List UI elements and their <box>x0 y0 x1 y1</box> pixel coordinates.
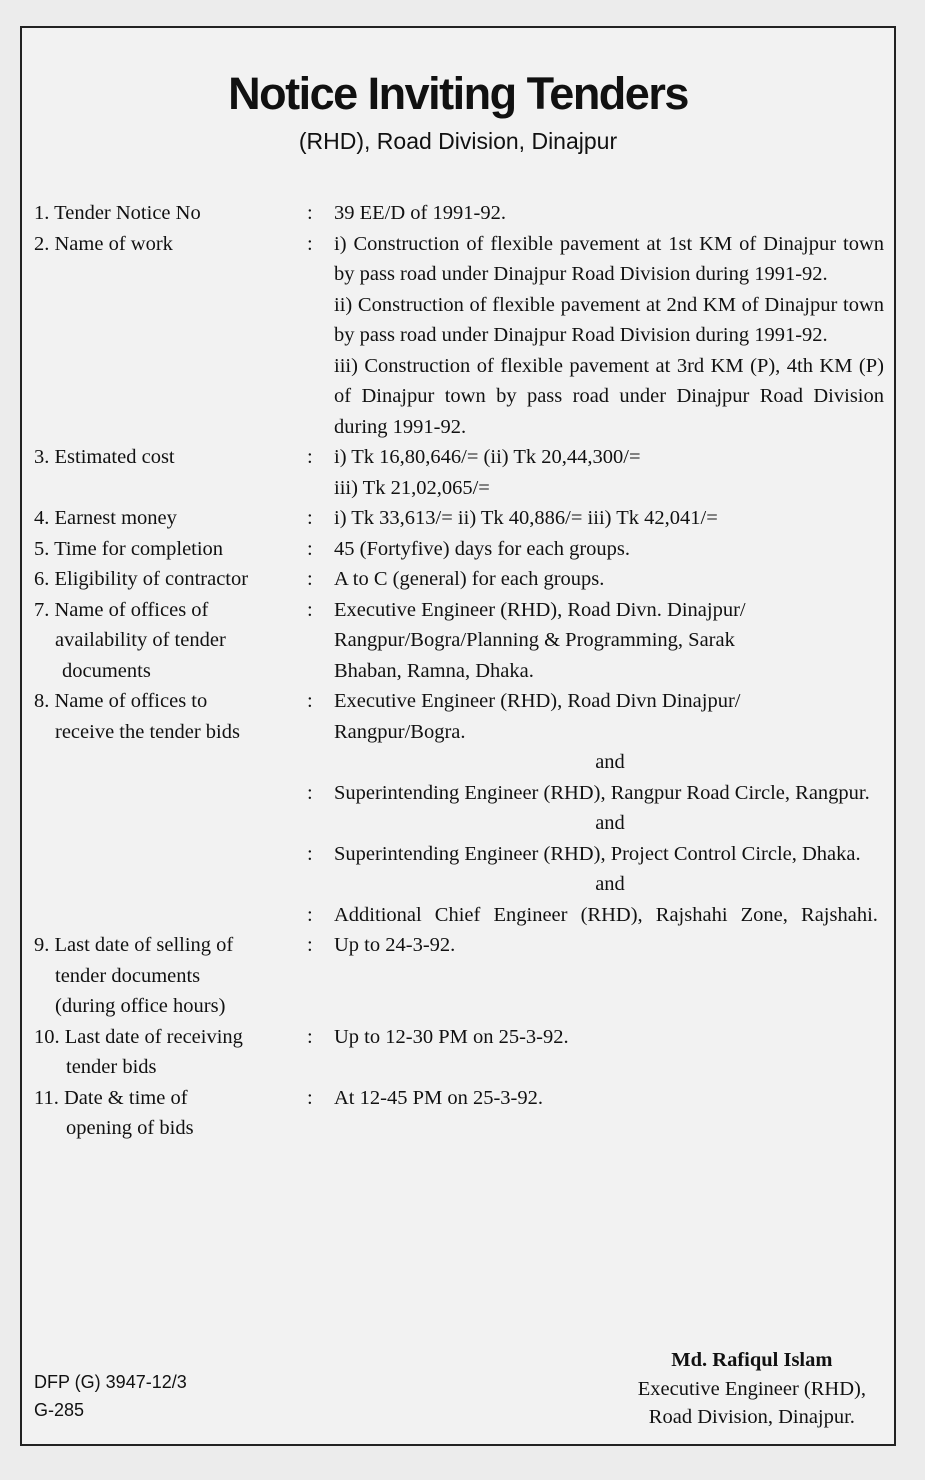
item-offices-receive-bids-4 <box>34 900 886 931</box>
item-time-for-completion <box>34 534 886 565</box>
item-value <box>334 778 884 809</box>
item-label: 10. Last date of receiving tender bids <box>34 1025 243 1078</box>
item-value: 39 EE/D of 1991-92. <box>334 202 506 224</box>
item-value: 45 (Fortyfive) days for each groups. <box>334 537 631 560</box>
office: Executive Engineer (RHD), Road Divn Dinajpur/ Rangpur/Bogra. <box>334 690 741 743</box>
item-label: 9. Last date of selling of tender documents (during office hours) <box>34 934 234 1017</box>
colon: : <box>307 232 313 255</box>
and-separator: and <box>595 873 625 895</box>
reference-line: G-285 <box>34 1400 85 1420</box>
and-separator: and <box>595 812 625 834</box>
item-offices-receive-bids-3 <box>34 839 886 870</box>
colon: : <box>307 1086 313 1109</box>
colon: : <box>307 842 313 865</box>
colon: : <box>307 446 313 468</box>
reference-line: DFP (G) 3947-12/3 <box>34 1372 187 1392</box>
signatory-title: Executive Engineer (RHD), <box>637 1377 866 1400</box>
notice-frame <box>20 26 896 1446</box>
item-value <box>334 900 884 931</box>
colon: : <box>307 690 313 712</box>
item-label: 8. Name of offices to receive the tender bids <box>34 690 240 743</box>
item-value: i) Tk 16,80,646/= (ii) Tk 20,44,300/= iii) Tk 21,02,065/= <box>334 446 641 499</box>
colon: : <box>307 781 313 804</box>
colon: : <box>307 934 313 956</box>
item-value <box>334 686 884 747</box>
office: Superintending Engineer (RHD), Rangpur Road Circle, Rangpur. <box>334 781 870 804</box>
notice-title: Notice Inviting Tenders <box>228 68 688 119</box>
notice-subtitle: (RHD), Road Division, Dinajpur <box>298 128 618 154</box>
colon: : <box>307 568 313 590</box>
item-tender-notice-no <box>34 198 886 229</box>
item-estimated-cost <box>34 442 886 503</box>
item-value <box>334 839 884 870</box>
item-offices-receive-bids <box>34 686 886 747</box>
item-value <box>334 229 884 443</box>
item-value: Executive Engineer (RHD), Road Divn. Dinajpur/ Rangpur/Bogra/Planning & Programming, Sarak Bhaban, Ramna, Dhaka. <box>334 598 746 682</box>
office: Additional Chief Engineer (RHD), Rajshahi Zone, Rajshahi. <box>334 903 878 926</box>
colon: : <box>307 507 313 529</box>
work-item: iii) Construction of flexible pavement at 3rd KM (P), 4th KM (P) of Dinajpur town by pass road under Dinajpur Road Division during 1991-92. <box>334 354 884 438</box>
item-label: 6. Eligibility of contractor <box>34 568 249 590</box>
signature-block <box>638 1346 866 1432</box>
work-item: i) Construction of flexible pavement at 1st KM of Dinajpur town by pass road under Dinajpur Road Division during 1991-92. <box>334 232 884 285</box>
item-eligibility <box>34 564 886 595</box>
item-value: A to C (general) for each groups. <box>334 568 605 590</box>
item-value: i) Tk 33,613/= ii) Tk 40,886/= iii) Tk 42,041/= <box>334 507 718 529</box>
colon: : <box>307 903 313 926</box>
item-offices-receive-bids-2 <box>34 778 886 809</box>
item-label: 3. Estimated cost <box>34 446 175 468</box>
item-value: At 12-45 PM on 25-3-92. <box>334 1086 543 1109</box>
colon: : <box>307 537 313 560</box>
item-value: Up to 12-30 PM on 25-3-92. <box>334 1025 569 1048</box>
colon: : <box>307 1025 313 1048</box>
item-label: 11. Date & time of opening of bids <box>34 1086 194 1139</box>
item-last-date-receiving <box>34 1022 886 1083</box>
item-opening-of-bids <box>34 1083 886 1144</box>
reference-numbers <box>34 1368 187 1424</box>
colon: : <box>307 202 313 224</box>
signatory-office: Road Division, Dinajpur. <box>648 1406 855 1428</box>
item-label: 7. Name of offices of availability of tender documents <box>34 598 226 682</box>
and-separator: and <box>595 751 625 773</box>
signatory-name: Md. Rafiqul Islam <box>671 1349 833 1371</box>
item-label: 4. Earnest money <box>34 507 177 529</box>
item-label: 2. Name of work <box>34 232 173 255</box>
work-item: ii) Construction of flexible pavement at 2nd KM of Dinajpur town by pass road under Dinajpur Road Division during 1991-92. <box>334 293 884 346</box>
item-value: Up to 24-3-92. <box>334 934 456 956</box>
item-last-date-selling <box>34 930 886 1022</box>
item-name-of-work <box>34 229 886 443</box>
item-label: 1. Tender Notice No <box>34 202 201 224</box>
item-label: 5. Time for completion <box>34 537 224 560</box>
colon: : <box>307 598 313 621</box>
tender-items <box>34 198 886 1144</box>
office: Superintending Engineer (RHD), Project Control Circle, Dhaka. <box>334 842 861 865</box>
item-offices-availability <box>34 595 886 687</box>
item-earnest-money <box>34 503 886 534</box>
